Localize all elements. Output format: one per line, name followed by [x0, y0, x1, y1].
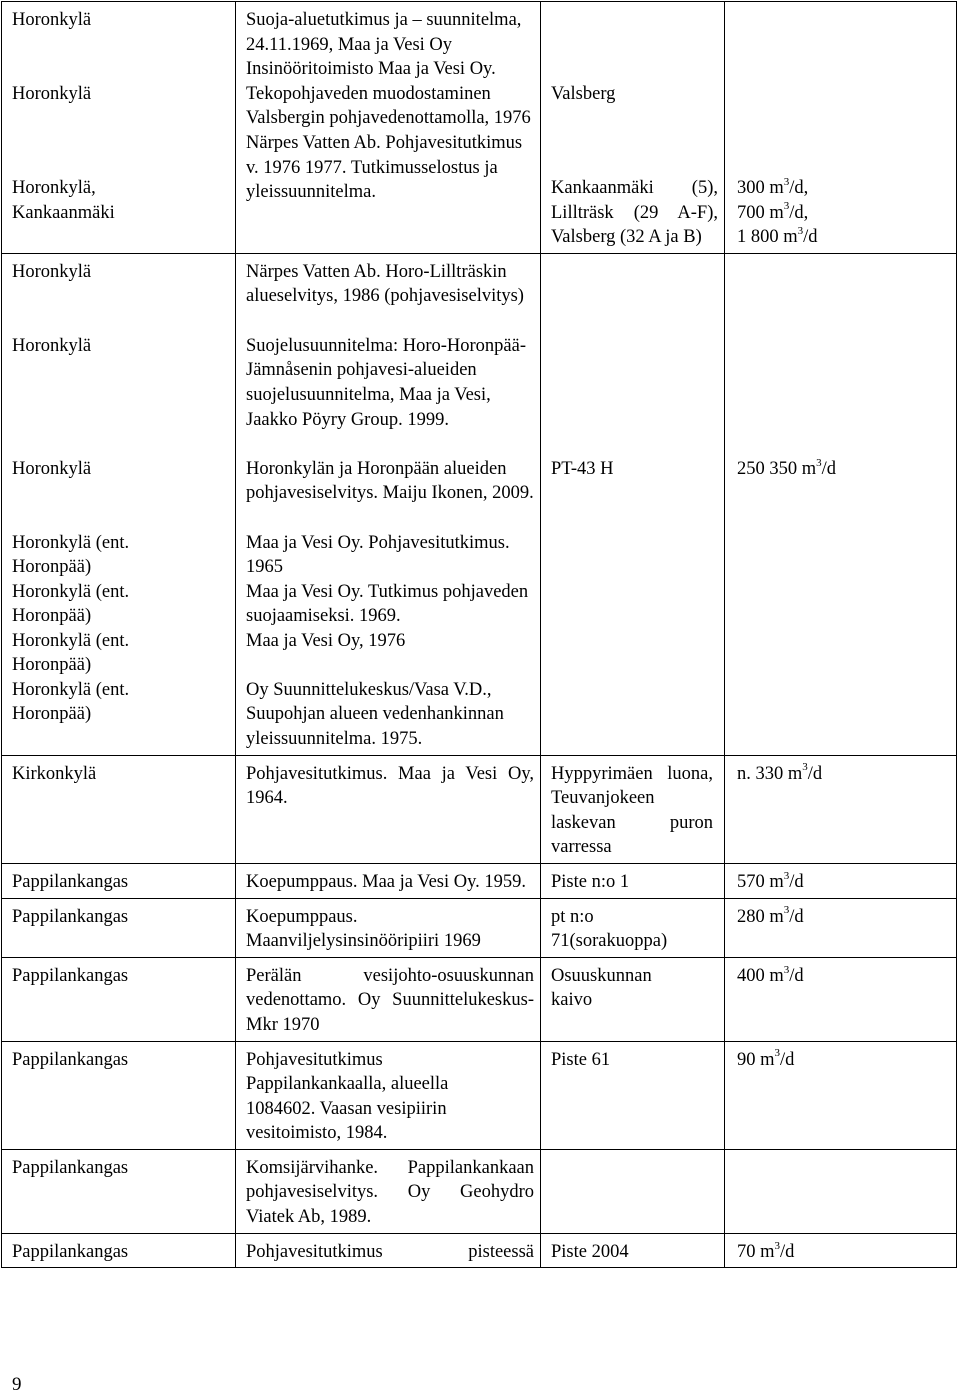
site-text: Piste 2004: [551, 1241, 629, 1262]
site-cell: [541, 1233, 725, 1268]
yield-cell: [725, 755, 957, 863]
source-text: Pohjavesitutkimus Pappilankankaalla, alueella 1084602. Vaasan vesipiirin vesitoimisto, 1984.: [246, 1049, 449, 1144]
yield-value: 70 $m^3/d$: [737, 1239, 795, 1262]
location-text: Kirkonkylä: [12, 763, 97, 784]
yield-cell: [725, 1041, 957, 1149]
yield-value: 300 $m^3/d$,: [737, 175, 809, 198]
location-text: Horonkylä: [12, 10, 92, 30]
site-text: pt n:o 71(sorakuoppa): [551, 906, 668, 952]
site-text: Hyppyrimäen luona, Teuvanjokeen laskevan puron varressa: [551, 763, 713, 858]
source-text: Koepumppaus. Maa ja Vesi Oy. 1959.: [246, 871, 527, 892]
yield-cell: [725, 957, 957, 1041]
site-text: PT-43 H: [551, 458, 614, 479]
site-cell: [541, 1041, 725, 1149]
site-cell: [541, 2, 725, 254]
groundwater-studies-table: [1, 1, 957, 1268]
location-text: Horonkylä, Kankaanmäki: [12, 178, 115, 223]
site-cell: [541, 755, 725, 863]
source-cell: [236, 957, 541, 1041]
yield-cell: [725, 1233, 957, 1268]
location-text: Pappilankangas: [12, 906, 129, 927]
table-row: [2, 2, 957, 254]
table-row: [2, 1233, 957, 1268]
yield-cell: [725, 898, 957, 957]
source-text: Maa ja Vesi Oy. Tutkimus pohjaveden suojaamiseksi. 1969.: [246, 581, 529, 627]
source-text: Koepumppaus. Maanviljelysinsinööripiiri 1969: [246, 906, 481, 952]
site-cell: [541, 957, 725, 1041]
location-text: Pappilankangas: [12, 1157, 129, 1178]
location-text: Horonkylä: [12, 261, 92, 282]
site-text: Piste n:o 1: [551, 871, 630, 892]
source-cell: [236, 2, 541, 254]
source-text: Pohjavesitutkimus. Maa ja Vesi Oy, 1964.: [246, 763, 534, 809]
source-cell: [236, 253, 541, 755]
location-text: Horonkylä: [12, 84, 92, 104]
table-row: [2, 1041, 957, 1149]
table-row: [2, 863, 957, 898]
table-row: [2, 1149, 957, 1233]
location-cell: [2, 1233, 236, 1268]
location-cell: [2, 957, 236, 1041]
site-cell: [541, 253, 725, 755]
location-text: Horonkylä (ent. Horonpää): [12, 679, 130, 725]
table-row: [2, 957, 957, 1041]
yield-value: 90 $m^3/d$: [737, 1047, 795, 1070]
source-text: Maa ja Vesi Oy. Pohjavesitutkimus. 1965: [246, 532, 510, 578]
location-text: Pappilankangas: [12, 1241, 129, 1262]
table-row: [2, 253, 957, 755]
source-text: Insinööritoimisto Maa ja Vesi Oy. Tekopohjaveden muodostaminen Valsbergin pohjavedenottamolla, 1976: [246, 59, 531, 129]
location-cell: [2, 2, 236, 254]
source-cell: [236, 1149, 541, 1233]
location-cell: [2, 1041, 236, 1149]
site-text: Kankaanmäki (5), Lillträsk (29 A-F), Valsberg (32 A ja B): [551, 178, 718, 248]
yield-value: 700 $m^3/d$,: [737, 200, 809, 223]
table-row: [2, 755, 957, 863]
site-cell: [541, 898, 725, 957]
yield-cell: [725, 2, 957, 254]
location-cell: [2, 863, 236, 898]
source-text: Pohjavesitutkimus pisteessä: [246, 1241, 534, 1262]
yield-value: 570 $m^3/d$: [737, 869, 804, 892]
location-cell: [2, 898, 236, 957]
table-row: [2, 898, 957, 957]
location-text: Horonkylä: [12, 458, 92, 479]
site-text: Piste 61: [551, 1049, 611, 1070]
source-cell: [236, 863, 541, 898]
location-cell: [2, 1149, 236, 1233]
source-text: Suoja-aluetutkimus ja – suunnitelma, 24.11.1969, Maa ja Vesi Oy: [246, 10, 522, 55]
yield-value: n. 330 $m^3/d$: [737, 761, 823, 784]
yield-value: 280 $m^3/d$: [737, 904, 804, 927]
location-cell: [2, 755, 236, 863]
yield-value: 400 $m^3/d$: [737, 963, 804, 986]
source-cell: [236, 1233, 541, 1268]
source-text: Komsijärvihanke. Pappilankankaan pohjavesiselvitys. Oy Geohydro Viatek Ab, 1989.: [246, 1157, 534, 1228]
source-text: Perälän vesijohto-osuuskunnan vedenottamo. Oy Suunnittelukeskus-Mkr 1970: [246, 965, 534, 1035]
location-cell: [2, 253, 236, 755]
yield-cell: [725, 863, 957, 898]
location-text: Pappilankangas: [12, 1049, 129, 1070]
source-cell: [236, 898, 541, 957]
site-text: [551, 8, 718, 82]
location-text: Horonkylä (ent. Horonpää): [12, 630, 130, 676]
site-cell: [541, 1149, 725, 1233]
source-text: Suojelusuunnitelma: Horo-Horonpää-Jämnåsenin pohjavesi-alueiden suojelusuunnitelma, Maa ja Vesi, Jaakko Pöyry Group. 1999.: [246, 335, 527, 430]
yield-cell: [725, 1149, 957, 1233]
yield-value: 1 800 $m^3/d$: [737, 225, 818, 248]
yield-value: 250 350 $m^3/d$: [737, 456, 837, 479]
location-text: Pappilankangas: [12, 965, 129, 986]
yield-cell: [725, 253, 957, 755]
source-cell: [236, 755, 541, 863]
source-text: Oy Suunnittelukeskus/Vasa V.D., Suupohjan alueen vedenhankinnan yleissuunnitelma. 1975.: [246, 679, 504, 749]
source-text: Närpes Vatten Ab. Horo-Lillträskin alueselvitys, 1986 (pohjavesiselvitys): [246, 261, 524, 307]
location-text: Horonkylä: [12, 335, 92, 356]
source-cell: [236, 1041, 541, 1149]
page-number: 9: [12, 1374, 22, 1395]
site-cell: [541, 863, 725, 898]
source-text: Närpes Vatten Ab. Pohjavesitutkimus v. 1976 1977. Tutkimusselostus ja yleissuunnitelma.: [246, 132, 523, 203]
site-text: Valsberg: [551, 84, 616, 104]
source-text: Maa ja Vesi Oy, 1976: [246, 630, 406, 651]
location-text: Horonkylä (ent. Horonpää): [12, 532, 130, 578]
location-text: Horonkylä (ent. Horonpää): [12, 581, 130, 627]
site-text: Osuuskunnan kaivo: [551, 965, 652, 1011]
location-text: Pappilankangas: [12, 871, 129, 892]
source-text: Horonkylän ja Horonpään alueiden pohjavesiselvitys. Maiju Ikonen, 2009.: [246, 458, 534, 504]
